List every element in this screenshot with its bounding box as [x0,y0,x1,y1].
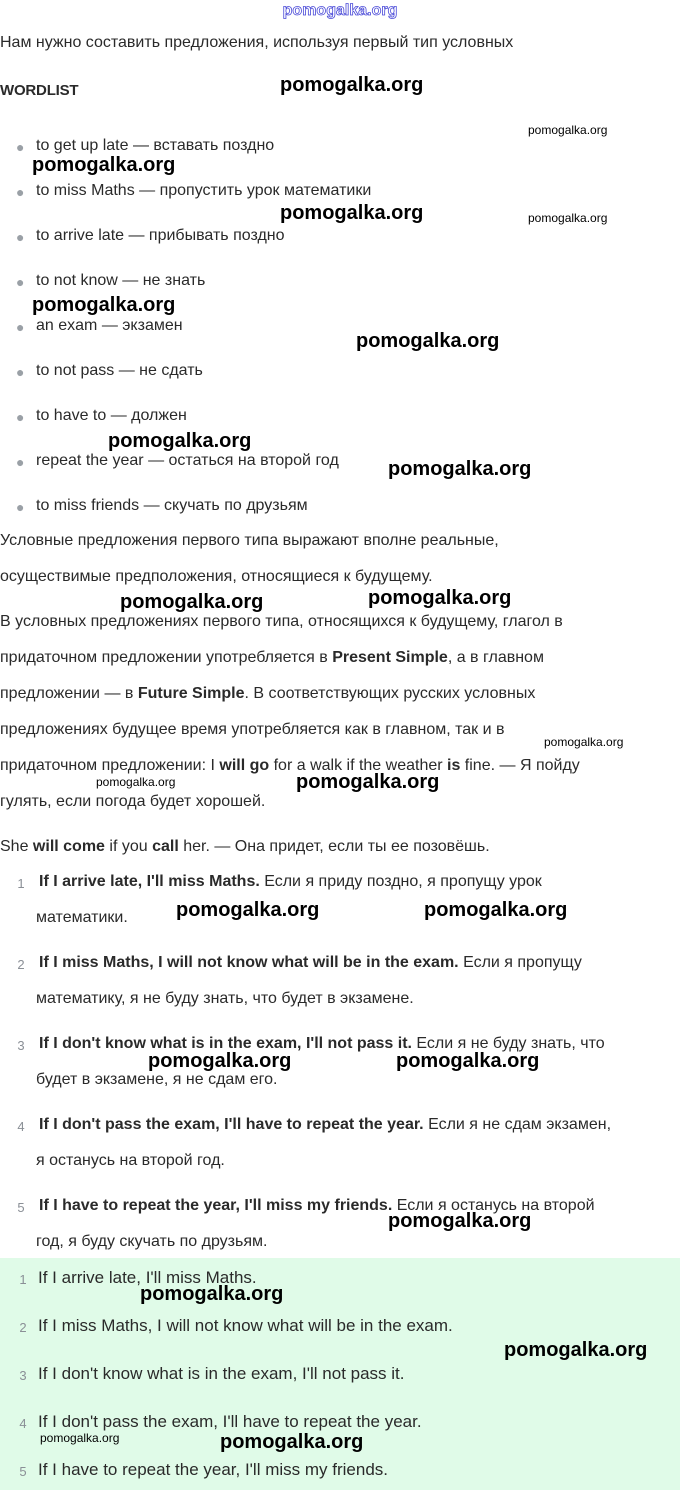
watermark: pomogalka.org [108,430,252,452]
theory-example [0,838,490,856]
example-translation: Если я останусь на второй [392,1197,595,1214]
example-sentence: If I arrive late, I'll miss Maths. [39,873,260,890]
list-item: an exam — экзамен [36,317,183,334]
term-future-simple: Future Simple [137,685,245,702]
watermark: pomogalka.org [140,1283,284,1305]
theory-line: Условные предложения первого типа выражают вполне реальные, [0,532,499,549]
example-translation: Если я пропущу [458,954,582,971]
answer-item: If I don't know what is in the exam, I'll not pass it. [38,1364,405,1383]
watermark: pomogalka.org [424,899,568,921]
list-item: to miss friends — скучать по друзьям [36,497,308,514]
watermark: pomogalka.org [176,899,320,921]
bold-span: is [447,757,461,774]
intro-text: Нам нужно составить предложения, используя первый тип условных [0,34,514,51]
example-sentence: If I have to repeat the year, I'll miss my friends. [39,1197,393,1214]
bullet-icon: ● [16,409,25,425]
site-logo[interactable]: pomogalka.org [282,2,398,19]
list-item: to not pass — не сдать [36,362,203,379]
wordlist-heading: WORDLIST [0,82,79,99]
bold-span: will come [32,838,105,855]
text-span: предложении — в [0,685,138,702]
list-item: to not know — не знать [36,272,206,289]
bullet-icon: ● [16,229,25,245]
answer-item: If I miss Maths, I will not know what will be in the exam. [38,1316,453,1335]
item-number: 5 [19,1464,27,1479]
answer-item: If I have to repeat the year, I'll miss my friends. [38,1460,389,1479]
item-number: 1 [17,876,25,891]
watermark: pomogalka.org [148,1050,292,1072]
watermark: pomogalka.org [528,123,608,137]
text-span: придаточном предложении употребляется в [0,649,333,666]
watermark: pomogalka.org [356,330,500,352]
theory-line [0,649,544,667]
example-translation: Если я приду поздно, я пропущу урок [259,873,542,890]
text-span: . В соответствующих русских условных [244,685,536,702]
example-line: год, я буду скучать по друзьям. [36,1233,268,1250]
list-item: to arrive late — прибывать поздно [36,227,285,244]
watermark: pomogalka.org [388,458,532,480]
watermark: pomogalka.org [528,211,608,225]
text-span: for a walk if the weather [269,757,448,774]
item-number: 1 [19,1272,27,1287]
text-span: if you [104,838,153,855]
bullet-icon: ● [16,499,25,515]
watermark: pomogalka.org [544,735,624,749]
watermark: pomogalka.org [388,1210,532,1232]
example-sentence: If I don't know what is in the exam, I'll not pass it. [39,1035,412,1052]
bold-span: call [152,838,179,855]
example-line [39,954,582,972]
text-span: She [0,838,33,855]
theory-line [0,685,535,703]
item-number: 2 [17,957,25,972]
watermark: pomogalka.org [368,587,512,609]
watermark: pomogalka.org [32,154,176,176]
example-line: будет в экзамене, я не сдам его. [36,1071,278,1088]
list-item: to miss Maths — пропустить урок математики [36,182,372,199]
theory-line: осуществимые предположения, относящиеся к будущему. [0,568,433,585]
list-item: repeat the year — остаться на второй год [36,452,339,469]
item-number: 5 [17,1200,25,1215]
watermark: pomogalka.org [32,294,176,316]
watermark: pomogalka.org [40,1431,120,1445]
watermark: pomogalka.org [504,1339,648,1361]
answer-item: If I arrive late, I'll miss Maths. [38,1268,257,1287]
item-number: 4 [17,1119,25,1134]
text-span: fine. — Я пойду [460,757,580,774]
theory-line: предложениях будущее время употребляется как в главном, так и в [0,721,505,738]
example-line: математику, я не буду знать, что будет в экзамене. [36,990,414,1007]
example-sentence: If I miss Maths, I will not know what will be in the exam. [39,954,459,971]
item-number: 4 [19,1416,27,1431]
bullet-icon: ● [16,139,25,155]
watermark: pomogalka.org [280,202,424,224]
item-number: 3 [17,1038,25,1053]
bullet-icon: ● [16,454,25,470]
watermark: pomogalka.org [396,1050,540,1072]
item-number: 3 [19,1368,27,1383]
text-span: , а в главном [447,649,544,666]
answer-item: If I don't pass the exam, I'll have to repeat the year. [38,1412,422,1431]
theory-line: гулять, если погода будет хорошей. [0,793,266,810]
watermark: pomogalka.org [96,775,176,789]
example-line [39,873,542,891]
bold-span: will go [219,757,270,774]
bullet-icon: ● [16,319,25,335]
bullet-icon: ● [16,364,25,380]
item-number: 2 [19,1320,27,1335]
watermark: pomogalka.org [280,74,424,96]
list-item: to get up late — вставать поздно [36,137,275,154]
theory-line [0,757,580,775]
example-translation: Если я не буду знать, что [411,1035,605,1052]
text-span: придаточном предложении: I [0,757,220,774]
example-line: математики. [36,909,128,926]
bullet-icon: ● [16,184,25,200]
text-span: her. — Она придет, если ты ее позовёшь. [178,838,490,855]
example-line: я останусь на второй год. [36,1152,225,1169]
list-item: to have to — должен [36,407,187,424]
watermark: pomogalka.org [120,591,264,613]
watermark: pomogalka.org [220,1431,364,1453]
example-sentence: If I don't pass the exam, I'll have to repeat the year. [39,1116,424,1133]
example-translation: Если я не сдам экзамен, [423,1116,612,1133]
bullet-icon: ● [16,274,25,290]
theory-line: В условных предложениях первого типа, относящихся к будущему, глагол в [0,613,563,630]
term-present-simple: Present Simple [332,649,448,666]
watermark: pomogalka.org [296,771,440,793]
example-line [39,1116,611,1134]
